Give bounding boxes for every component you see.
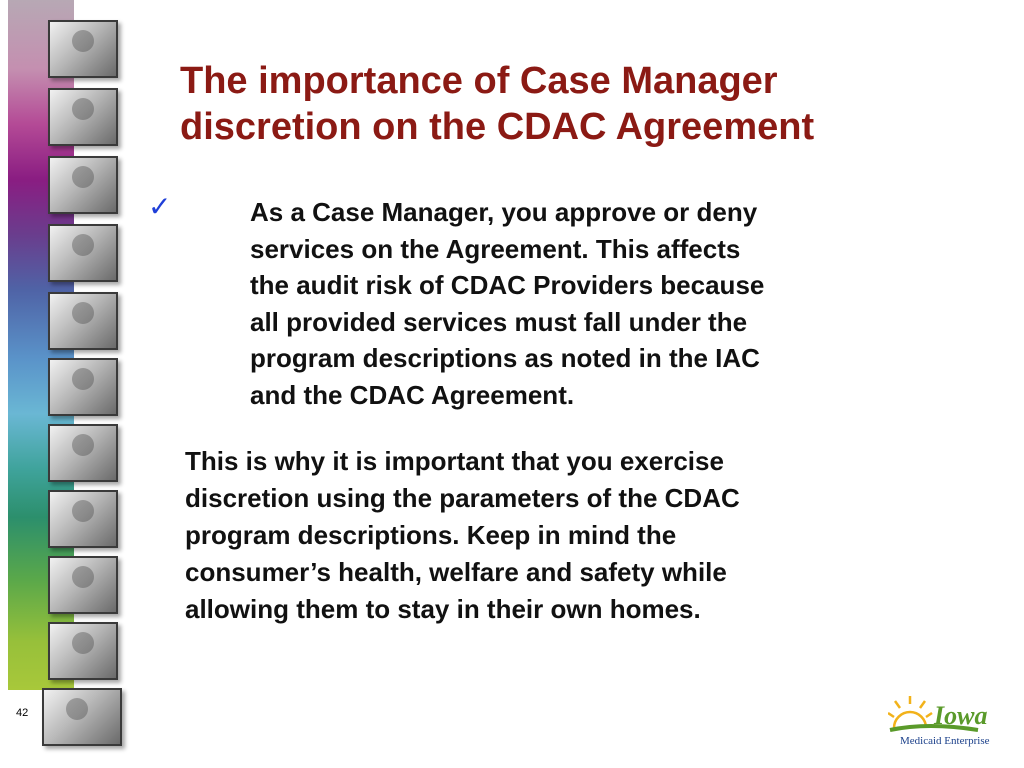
sun-logo-icon [888, 690, 1003, 738]
bullet-line: As a Case Manager, you approve or deny [250, 197, 758, 227]
page-number: 42 [16, 707, 29, 719]
hands-photo [48, 358, 118, 416]
logo-subtitle: Medicaid Enterprise [900, 735, 990, 747]
body-paragraph [185, 443, 945, 628]
bullet-paragraph [250, 194, 950, 413]
slide-title [180, 58, 980, 150]
dentures-photo [48, 490, 118, 548]
elderly-photo [48, 556, 118, 614]
bullet-line: and the CDAC Agreement. [250, 379, 575, 410]
logo-wordmark: Iowa [934, 701, 988, 730]
stethoscope-photo [48, 224, 118, 282]
bullet-line: the audit risk of CDAC Providers because [250, 270, 765, 300]
bullet-line: services on the Agreement. This affects [250, 233, 741, 264]
staff-photo [48, 156, 118, 214]
pills-photo [48, 424, 118, 482]
bullet-line: all provided services must fall under the [250, 306, 748, 337]
checkmark-icon: ✓ [148, 190, 172, 223]
title-line: discretion on the CDAC Agreement [180, 106, 815, 148]
title-line: The importance of Case Manager [180, 60, 778, 102]
paragraph-line: discretion using the parameters of the CDAC [185, 483, 740, 513]
care-team-photo [48, 292, 118, 350]
paragraph-line: program descriptions. Keep in mind the [185, 520, 677, 550]
decorative-photo-strip [0, 0, 125, 768]
paragraph-line: consumer’s health, welfare and safety while [185, 557, 727, 587]
paragraph-line: allowing them to stay in their own homes. [185, 594, 701, 624]
doctor-photo [48, 88, 118, 146]
eye-chart-photo [48, 622, 118, 680]
bullet-line: program descriptions as noted in the IAC [250, 343, 760, 373]
paragraph-line: This is why it is important that you exercise [185, 446, 724, 476]
group-photo [42, 688, 122, 746]
wheelchair-photo [48, 20, 118, 78]
